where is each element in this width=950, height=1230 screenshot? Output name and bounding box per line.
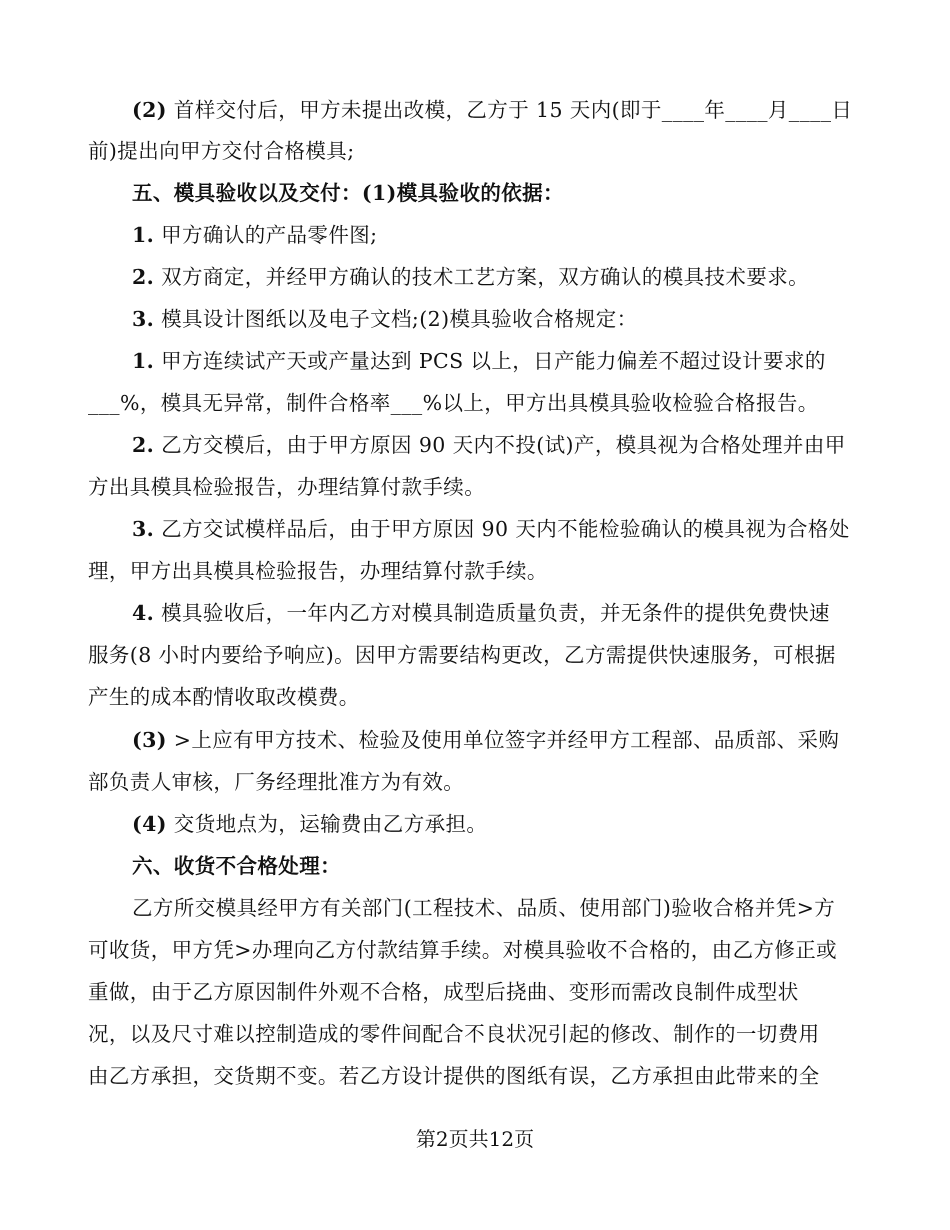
item-number: (4): [132, 812, 167, 836]
section-heading: 五、模具验收以及交付：(1)模具验收的依据：: [132, 181, 564, 205]
item-number: (2): [132, 98, 167, 122]
paragraph-line: 4. 模具验收后，一年内乙方对模具制造质量负责，并无条件的提供免费快速: [132, 601, 830, 625]
item-number: 3.: [132, 517, 155, 541]
paragraph-line: 3. 乙方交试模样品后，由于甲方原因 90 天内不能检验确认的模具视为合格处: [132, 517, 850, 541]
paragraph-line: (2) 首样交付后，甲方未提出改模，乙方于 15 天内(即于____年____月____日: [132, 98, 853, 122]
paragraph-line: 2. 双方商定，并经甲方确认的技术工艺方案，双方确认的模具技术要求。: [132, 265, 810, 289]
item-number: (3): [132, 728, 167, 752]
paragraph-line: 1. 甲方连续试产天或产量达到 PCS 以上，日产能力偏差不超过设计要求的: [132, 349, 826, 373]
paragraph-line: (4) 交货地点为，运输费由乙方承担。: [132, 812, 488, 836]
paragraph-line: 况，以及尺寸难以控制造成的零件间配合不良状况引起的修改、制作的一切费用: [88, 1022, 820, 1046]
paragraph-line: 产生的成本酌情收取改模费。: [88, 685, 360, 709]
paragraph-line: 理，甲方出具模具检验报告，办理结算付款手续。: [88, 559, 548, 583]
item-number: 4.: [132, 601, 155, 625]
paragraph-line: 前)提出向甲方交付合格模具;: [88, 139, 355, 163]
paragraph-line: 可收货，甲方凭>办理向乙方付款结算手续。对模具验收不合格的，由乙方修正或: [88, 938, 838, 962]
paragraph-line: ___%，模具无异常，制件合格率___%以上，甲方出具模具验收检验合格报告。: [88, 391, 819, 415]
item-number: 2.: [132, 433, 155, 457]
paragraph-line: 2. 乙方交模后，由于甲方原因 90 天内不投(试)产，模具视为合格处理并由甲: [132, 433, 846, 457]
page-footer: 第2页共12页: [415, 1127, 535, 1151]
paragraph-line: 部负责人审核，厂务经理批准方为有效。: [88, 770, 465, 794]
paragraph-line: 服务(8 小时内要给予响应)。因甲方需要结构更改，乙方需提供快速服务，可根据: [88, 643, 836, 667]
paragraph-line: 3. 模具设计图纸以及电子文档;(2)模具验收合格规定：: [132, 307, 638, 331]
item-number: 2.: [132, 265, 155, 289]
item-number: 1.: [132, 223, 155, 247]
paragraph-line: 由乙方承担，交货期不变。若乙方设计提供的图纸有误，乙方承担由此带来的全: [88, 1064, 820, 1088]
paragraph-line: 重做，由于乙方原因制件外观不合格，成型后挠曲、变形而需改良制件成型状: [88, 980, 799, 1004]
paragraph-line: (3) >上应有甲方技术、检验及使用单位签字并经甲方工程部、品质部、采购: [132, 728, 840, 752]
paragraph-line: 1. 甲方确认的产品零件图;: [132, 223, 378, 247]
section-heading: 六、收货不合格处理：: [132, 854, 341, 878]
paragraph-line: 乙方所交模具经甲方有关部门(工程技术、品质、使用部门)验收合格并凭>方: [132, 896, 836, 920]
item-number: 3.: [132, 307, 155, 331]
item-number: 1.: [132, 349, 155, 373]
paragraph-line: 方出具模具检验报告，办理结算付款手续。: [88, 475, 486, 499]
